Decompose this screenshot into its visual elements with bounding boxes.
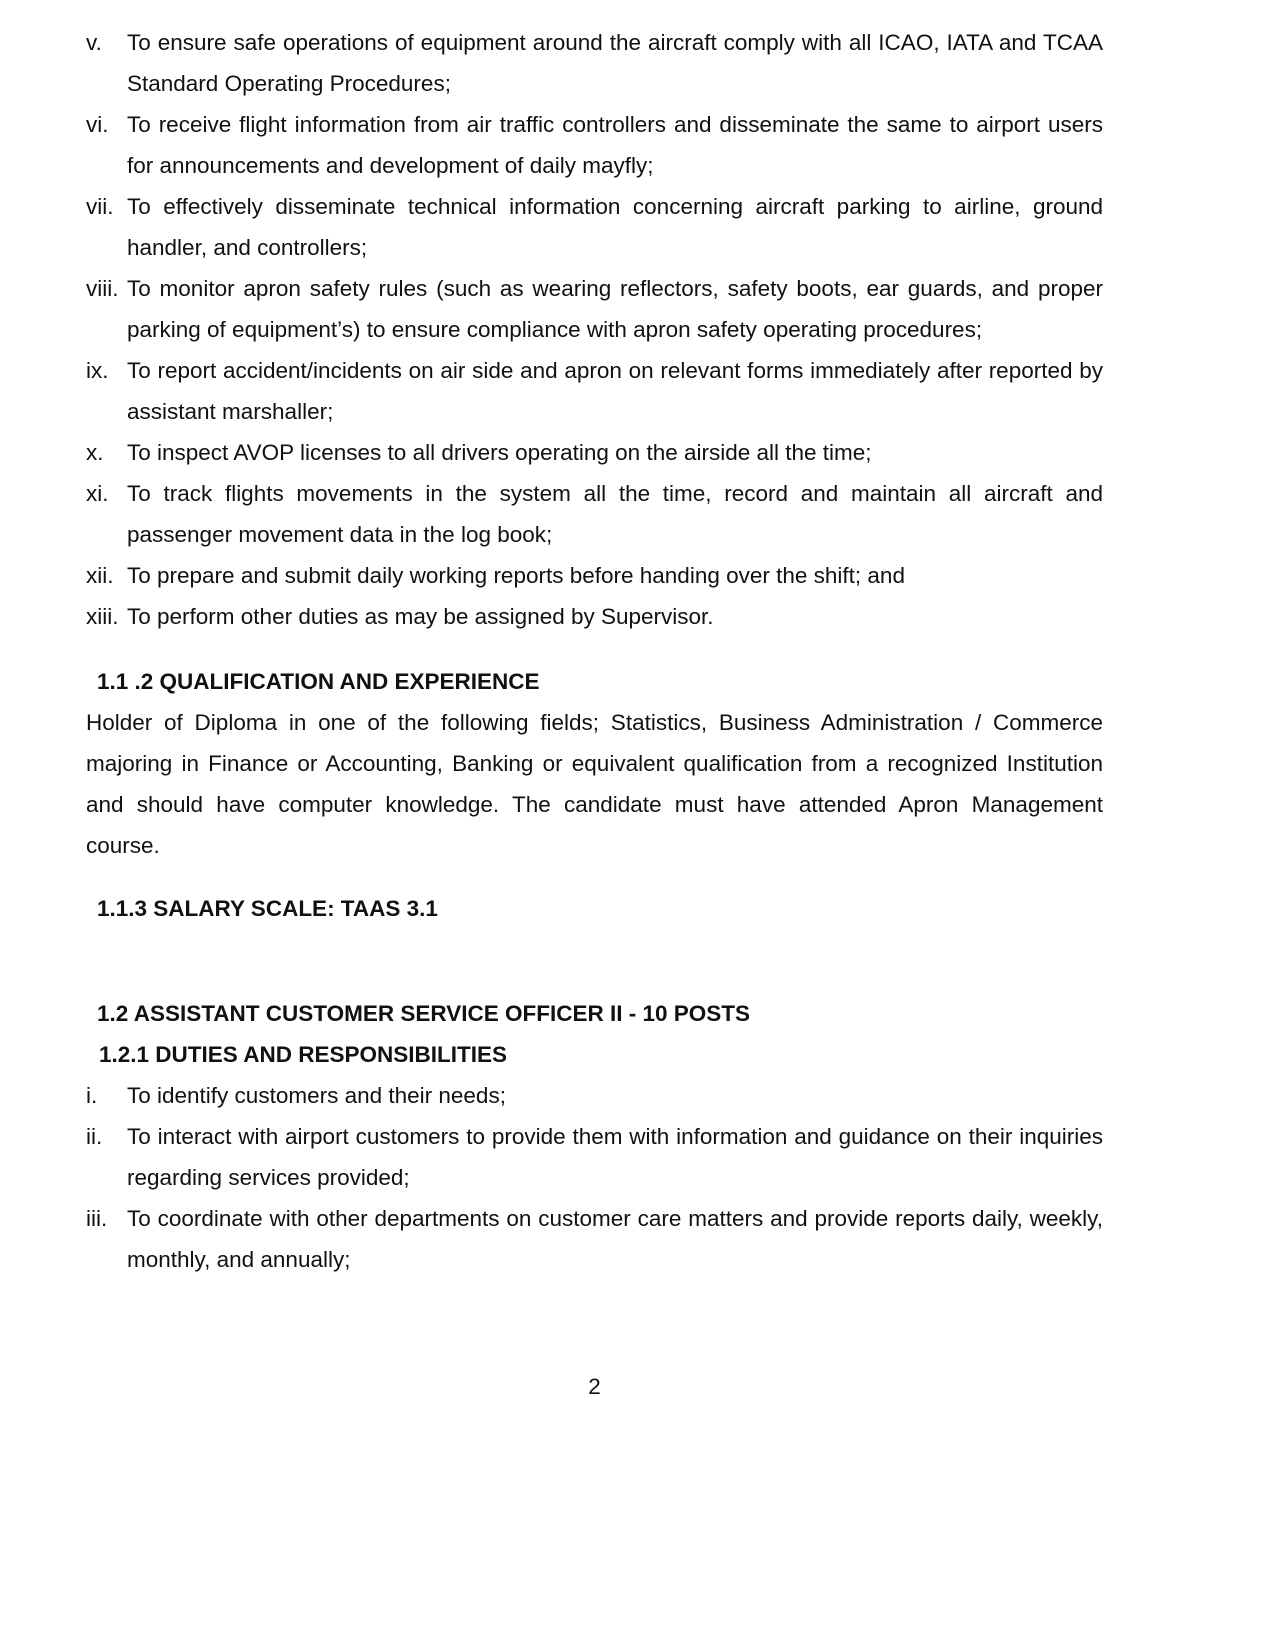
list-item xyxy=(86,104,1103,186)
list-item-number: v. xyxy=(86,30,102,55)
list-item xyxy=(86,186,1103,268)
list-item-text: To inspect AVOP licenses to all drivers operating on the airside all the time; xyxy=(127,440,872,465)
list-item-number: viii. xyxy=(86,276,119,301)
duties-subheading: 1.2.1 DUTIES AND RESPONSIBILITIES xyxy=(99,1042,507,1067)
list-item-text: To identify customers and their needs; xyxy=(127,1083,506,1108)
page-number: 2 xyxy=(588,1374,601,1399)
salary-scale-heading: 1.1.3 SALARY SCALE: TAAS 3.1 xyxy=(97,896,438,921)
list-item xyxy=(86,1198,1103,1280)
list-item xyxy=(86,555,1103,596)
list-item xyxy=(86,350,1103,432)
list-item-text: To track flights movements in the system all the time, record and maintain all aircraft and passenger movement data in the log book; xyxy=(127,481,1103,547)
list-item-text: To receive flight information from air traffic controllers and disseminate the same to airport users for announcements and development of daily mayfly; xyxy=(127,112,1103,178)
list-item xyxy=(86,473,1103,555)
list-item-number: iii. xyxy=(86,1206,108,1231)
list-item xyxy=(86,268,1103,350)
list-item-number: i. xyxy=(86,1083,98,1108)
list-item-number: ii. xyxy=(86,1124,103,1149)
list-item-text: To prepare and submit daily working reports before handing over the shift; and xyxy=(127,563,905,588)
list-item-number: x. xyxy=(86,440,104,465)
list-item-text: To report accident/incidents on air side and apron on relevant forms immediately after reported by assistant marshaller; xyxy=(127,358,1103,424)
qualification-heading: 1.1 .2 QUALIFICATION AND EXPERIENCE xyxy=(97,669,540,694)
duties-list-continued xyxy=(86,22,1103,637)
list-item-text: To effectively disseminate technical information concerning aircraft parking to airline, ground handler, and controllers; xyxy=(127,194,1103,260)
list-item xyxy=(86,1116,1103,1198)
list-item xyxy=(86,432,1103,473)
section-heading: 1.2 ASSISTANT CUSTOMER SERVICE OFFICER II - 10 POSTS xyxy=(97,1001,751,1026)
list-item-text: To interact with airport customers to provide them with information and guidance on their inquiries regarding services provided; xyxy=(127,1124,1103,1190)
list-item-number: xiii. xyxy=(86,604,119,629)
list-item-text: To monitor apron safety rules (such as wearing reflectors, safety boots, ear guards, and proper parking of equipment’s) to ensure compliance with apron safety operating procedures; xyxy=(127,276,1103,342)
qualification-text: Holder of Diploma in one of the following fields; Statistics, Business Administration / Commerce majoring in Finance or Accounting, Banking or equivalent qualification from a recognized Institution and should have computer knowledge. The candidate must have attended Apron Management course. xyxy=(86,710,1103,858)
duties-list xyxy=(86,1075,1103,1280)
list-item-number: vii. xyxy=(86,194,114,219)
list-item-text: To ensure safe operations of equipment around the aircraft comply with all ICAO, IATA and TCAA Standard Operating Procedures; xyxy=(127,30,1103,96)
list-item-text: To coordinate with other departments on customer care matters and provide reports daily, weekly, monthly, and annually; xyxy=(127,1206,1103,1272)
document-page xyxy=(86,22,1103,1280)
list-item-text: To perform other duties as may be assigned by Supervisor. xyxy=(127,604,714,629)
list-item-number: vi. xyxy=(86,112,109,137)
list-item-number: xi. xyxy=(86,481,109,506)
list-item-number: xii. xyxy=(86,563,114,588)
list-item xyxy=(86,596,1103,637)
list-item xyxy=(86,22,1103,104)
list-item xyxy=(86,1075,1103,1116)
list-item-number: ix. xyxy=(86,358,109,383)
